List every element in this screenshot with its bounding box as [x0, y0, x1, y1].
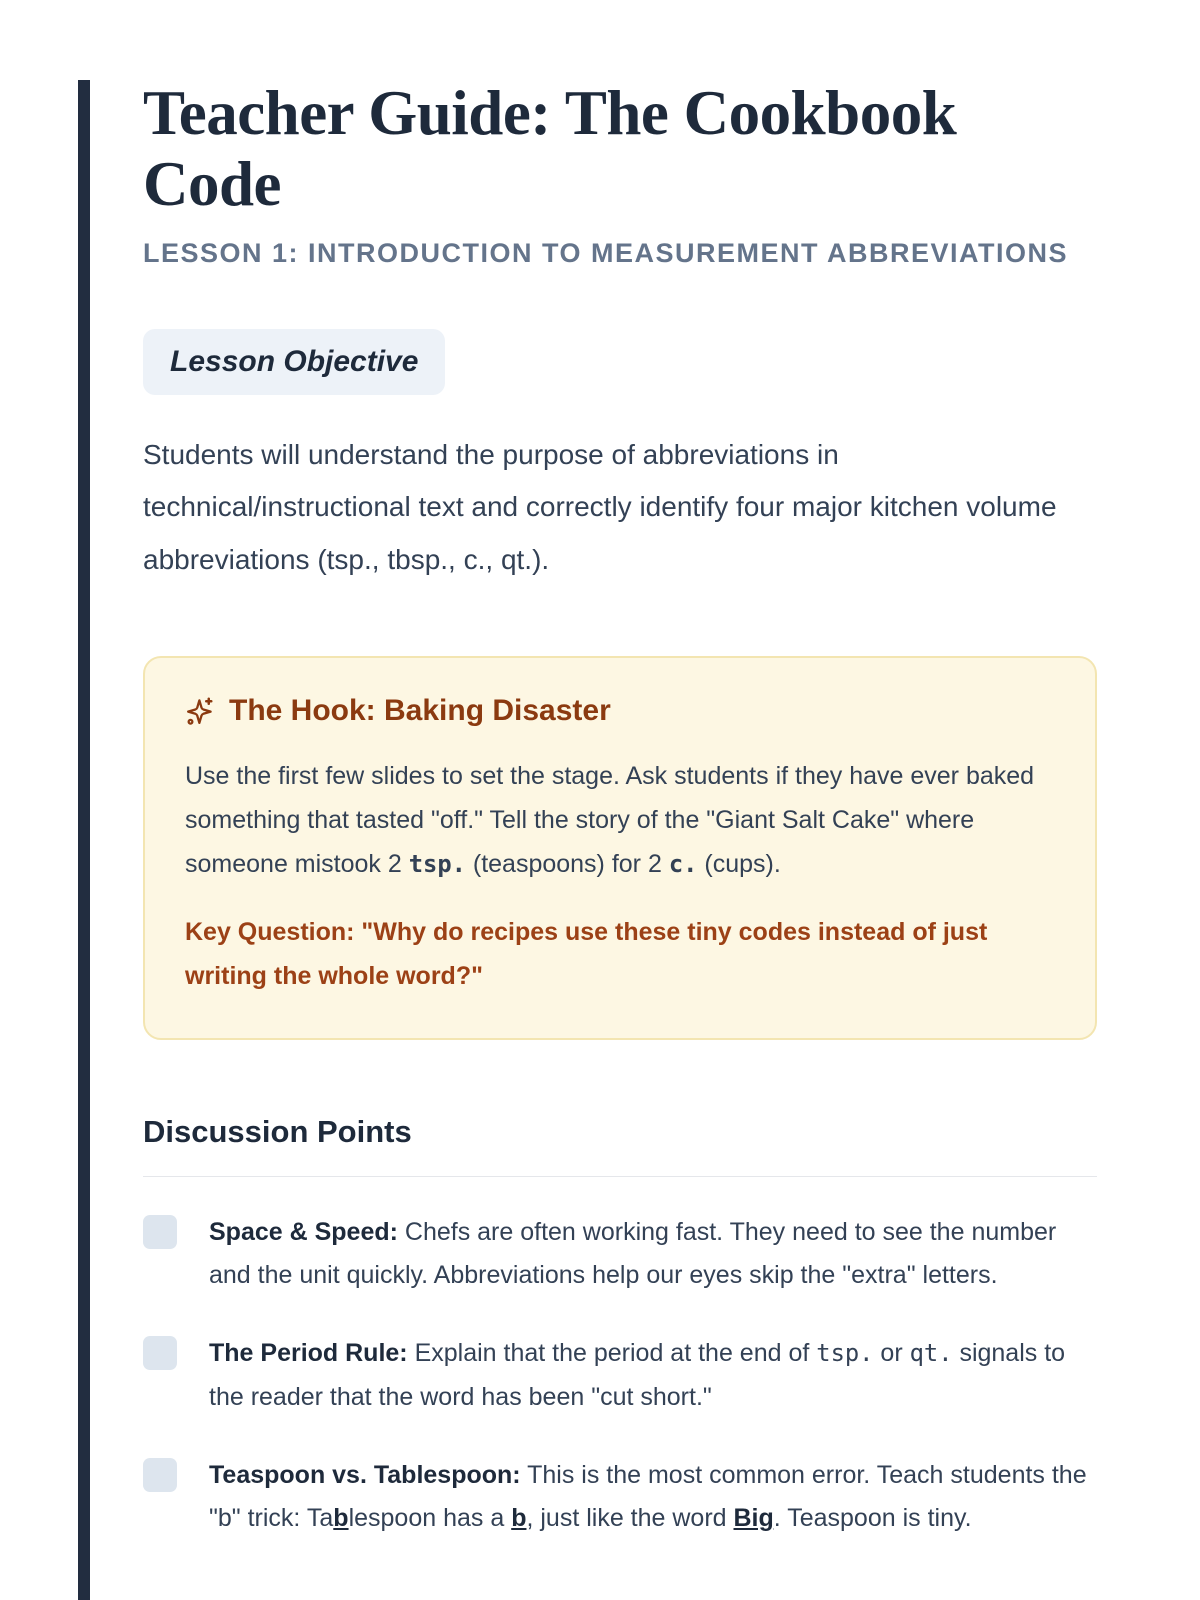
list-item [143, 1211, 1097, 1299]
hook-body: Use the first few slides to set the stage. Ask students if they have ever baked something that tasted "off." Tell the story of the "Giant Salt Cake" where someone mistook 2 tsp. (teaspoons) for 2 c. (cups). [185, 761, 1035, 878]
discussion-heading: Discussion Points [143, 1113, 412, 1149]
item-checkbox[interactable] [143, 1458, 177, 1492]
hook-callout-header [185, 694, 1055, 728]
item-text: Teaspoon vs. Tablespoon: This is the most common error. Teach students the "b" trick: Tablespoon has a b, just like the word Big. Teaspoon is tiny. [209, 1460, 1087, 1533]
item-text: Space & Speed: Chefs are often working fast. They need to see the number and the unit quickly. Abbreviations help our eyes skip the "extra" letters. [209, 1217, 1057, 1290]
page-title: Teacher Guide: The Cookbook Code [143, 78, 957, 220]
hook-callout [143, 656, 1097, 1040]
sparkles-icon [185, 696, 215, 726]
item-checkbox[interactable] [143, 1215, 177, 1249]
objective-text: Students will understand the purpose of abbreviations in technical/instructional text and correctly identify four major kitchen volume abbreviations (tsp., tbsp., c., qt.). [143, 439, 1057, 575]
hook-title: The Hook: Baking Disaster [229, 693, 611, 727]
section-divider [143, 1176, 1097, 1177]
lesson-subtitle: LESSON 1: INTRODUCTION TO MEASUREMENT ABBREVIATIONS [143, 238, 1069, 269]
list-item [143, 1454, 1097, 1542]
item-text: The Period Rule: Explain that the period at the end of tsp. or qt. signals to the reader that the word has been "cut short." [209, 1339, 1066, 1411]
key-question: Key Question: "Why do recipes use these tiny codes instead of just writing the whole word?" [185, 917, 988, 990]
discussion-list [143, 1211, 1097, 1542]
lesson-objective-badge: Lesson Objective [143, 329, 445, 395]
list-item [143, 1332, 1097, 1420]
item-checkbox[interactable] [143, 1336, 177, 1370]
